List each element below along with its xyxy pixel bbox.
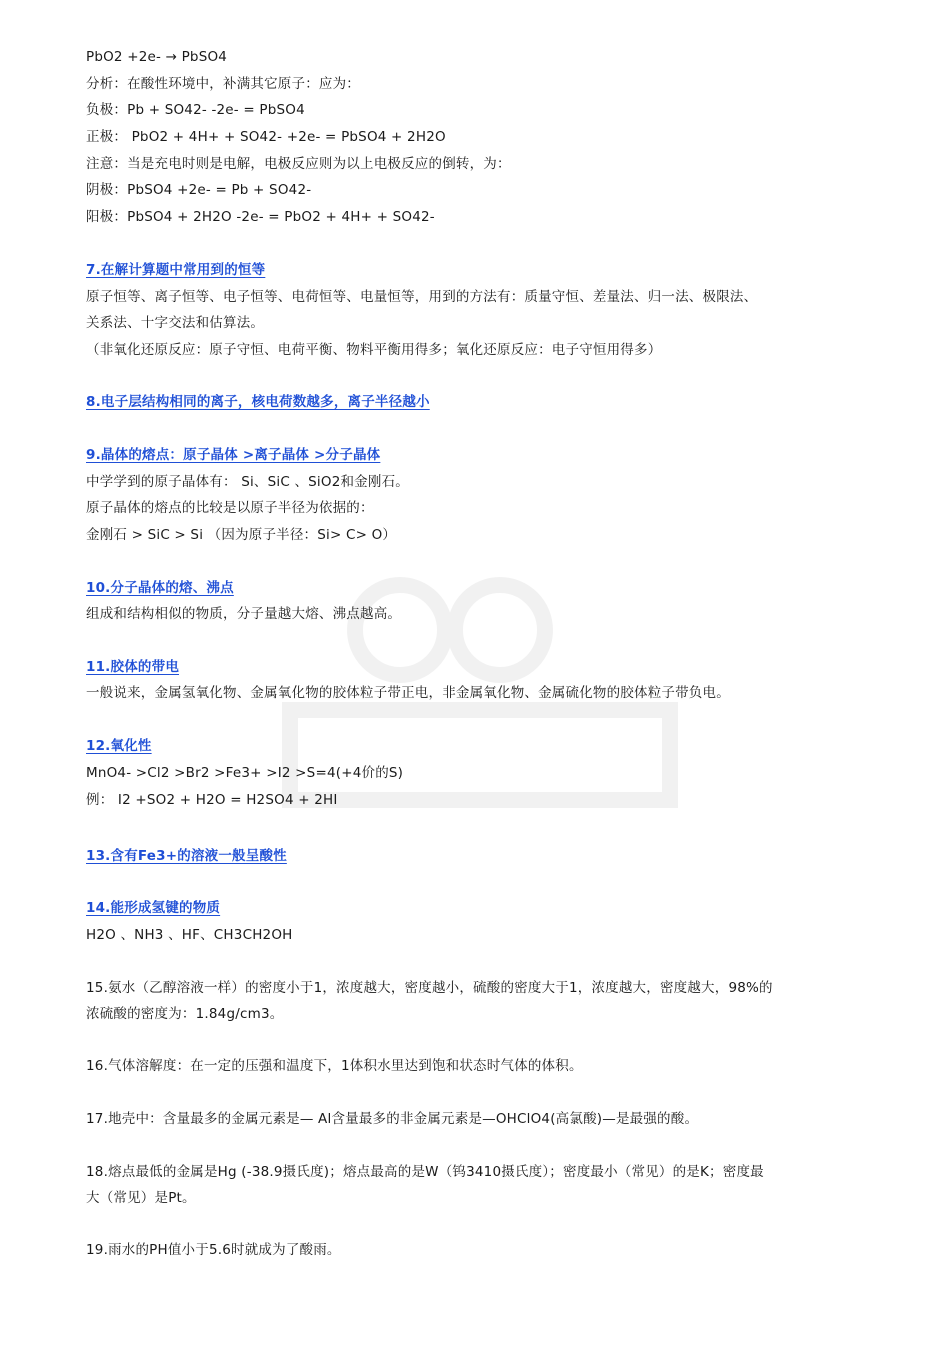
negative-electrode-equation: 负极：Pb + SO42- -2e- = PbSO4 <box>86 102 305 118</box>
section-17-text: 17.地壳中：含量最多的金属元素是— Al含量最多的非金属元素是—OHClO4(高氯酸)—是最强的酸。 <box>86 1111 699 1127</box>
section-11-heading: 11.胶体的带电 <box>86 659 180 675</box>
section-13-heading: 13.含有Fe3+的溶液一般呈酸性 <box>86 848 287 864</box>
section-16-text: 16.气体溶解度：在一定的压强和温度下，1体积水里达到饱和状态时气体的体积。 <box>86 1058 583 1074</box>
section-19-text: 19.雨水的PH值小于5.6时就成为了酸雨。 <box>86 1242 341 1258</box>
section-14-text: H2O 、NH3 、HF、CH3CH2OH <box>86 927 293 943</box>
section-10-heading: 10.分子晶体的熔、沸点 <box>86 580 234 596</box>
equation-line: PbO2 +2e- → PbSO4 <box>86 49 228 65</box>
cathode-equation: 阴极：PbSO4 +2e- = Pb + SO42- <box>86 182 312 198</box>
section-12-text: MnO4- >Cl2 >Br2 >Fe3+ >I2 >S=4(+4价的S) <box>86 765 404 781</box>
note-text: 注意：当是充电时则是电解，电极反应则为以上电极反应的倒转，为： <box>86 156 511 172</box>
section-7-text: 原子恒等、离子恒等、电子恒等、电荷恒等、电量恒等，用到的方法有：质量守恒、差量法、归一法、极限法、 <box>86 289 758 305</box>
analysis-text: 分析：在酸性环境中，补满其它原子：应为： <box>86 76 360 92</box>
section-9-text: 原子晶体的熔点的比较是以原子半径为依据的： <box>86 500 374 516</box>
section-8-heading: 8.电子层结构相同的离子，核电荷数越多，离子半径越小 <box>86 394 430 410</box>
section-7-text: （非氧化还原反应：原子守恒、电荷平衡、物料平衡用得多；氧化还原反应：电子守恒用得多） <box>86 342 662 358</box>
section-7-text: 关系法、十字交法和估算法。 <box>86 315 265 331</box>
anode-equation: 阳极：PbSO4 + 2H2O -2e- = PbO2 + 4H+ + SO42- <box>86 209 435 225</box>
section-11-text: 一般说来，金属氢氧化物、金属氧化物的胶体粒子带正电，非金属氧化物、金属硫化物的胶体粒子带负电。 <box>86 685 730 701</box>
section-14-heading: 14.能形成氢键的物质 <box>86 900 221 916</box>
section-9-text: 金刚石 > SiC > Si （因为原子半径：Si> C> O） <box>86 527 397 543</box>
section-12-heading: 12.氧化性 <box>86 738 152 754</box>
positive-electrode-equation: 正极： PbO2 + 4H+ + SO42- +2e- = PbSO4 + 2H2O <box>86 129 446 145</box>
section-10-text: 组成和结构相似的物质，分子量越大熔、沸点越高。 <box>86 606 402 622</box>
section-9-heading: 9.晶体的熔点：原子晶体 >离子晶体 >分子晶体 <box>86 447 381 463</box>
section-15-text: 15.氨水（乙醇溶液一样）的密度小于1，浓度越大，密度越小，硫酸的密度大于1，浓度越大，密度越大，98%的 <box>86 980 773 996</box>
section-12-text: 例： I2 +SO2 + H2O = H2SO4 + 2HI <box>86 792 338 808</box>
section-18-text: 18.熔点最低的金属是Hg (-38.9摄氏度)；熔点最高的是W（钨3410摄氏度）；密度最小（常见）的是K；密度最 <box>86 1164 764 1180</box>
section-15-text: 浓硫酸的密度为：1.84g/cm3。 <box>86 1006 284 1022</box>
section-18-text: 大（常见）是Pt。 <box>86 1190 196 1206</box>
section-7-heading: 7.在解计算题中常用到的恒等 <box>86 262 266 278</box>
section-9-text: 中学学到的原子晶体有： Si、SiC 、SiO2和金刚石。 <box>86 474 409 490</box>
